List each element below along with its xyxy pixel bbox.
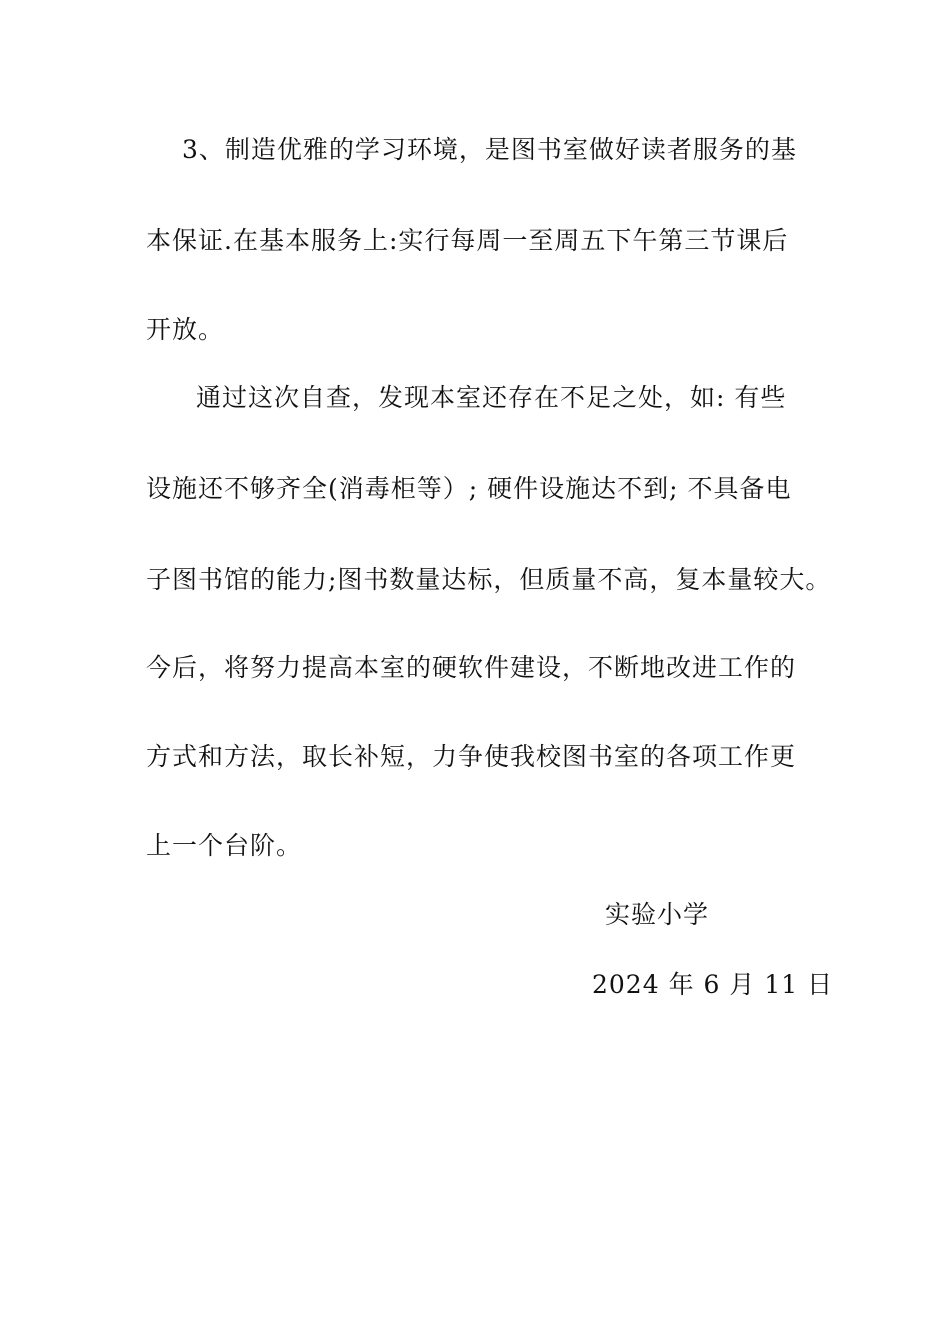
text-line-8: 方式和方法，取长补短，力争使我校图书室的各项工作更 — [146, 742, 797, 771]
signature-date: 2024 年 6 月 11 日 — [592, 970, 834, 999]
text-line-9: 上一个台阶。 — [146, 831, 303, 860]
text-line-6: 子图书馆的能力;图书数量达标，但质量不高，复本量较大。 — [146, 565, 832, 594]
text-line-7: 今后，将努力提高本室的硬软件建设，不断地改进工作的 — [146, 653, 797, 682]
text-line-1: 3、制造优雅的学习环境，是图书室做好读者服务的基 — [182, 135, 797, 164]
text-line-5: 设施还不够齐全(消毒柜等）; 硬件设施达不到; 不具备电 — [146, 474, 792, 503]
signature-school: 实验小学 — [605, 900, 710, 929]
text-line-4: 通过这次自查，发现本室还存在不足之处，如: 有些 — [196, 383, 787, 412]
text-line-3: 开放。 — [146, 315, 225, 344]
text-line-2: 本保证.在基本服务上:实行每周一至周五下午第三节课后 — [146, 226, 789, 255]
